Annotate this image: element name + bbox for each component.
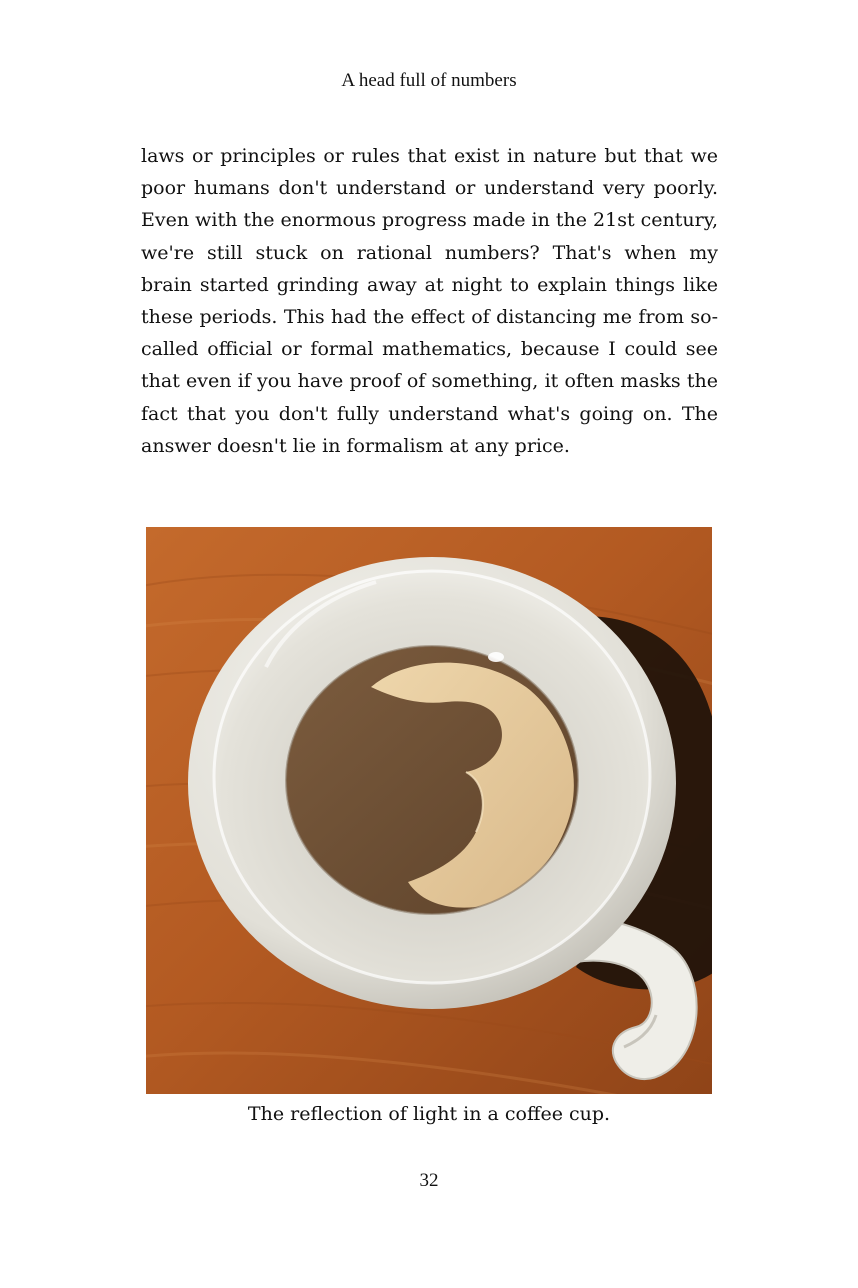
page-number: 32 [419, 1170, 439, 1191]
coffee-cup-photo [146, 527, 712, 1094]
body-paragraph: laws or principles or rules that exist in nature but that we poor humans don't understand or understand very poorly. Even with the enormous progress made in the 21st century, we're still stuck on rational numbers? That's when my brain started grinding away at night to explain things like these periods. This had the effect of distancing me from so-called official or formal mathematics, because I could see that even if you have proof of something, it often masks the fact that you don't fully understand what's going on. The answer doesn't lie in formalism at any price. [141, 145, 718, 457]
running-header: A head full of numbers [341, 70, 517, 91]
figure-caption: The reflection of light in a coffee cup. [247, 1103, 611, 1125]
